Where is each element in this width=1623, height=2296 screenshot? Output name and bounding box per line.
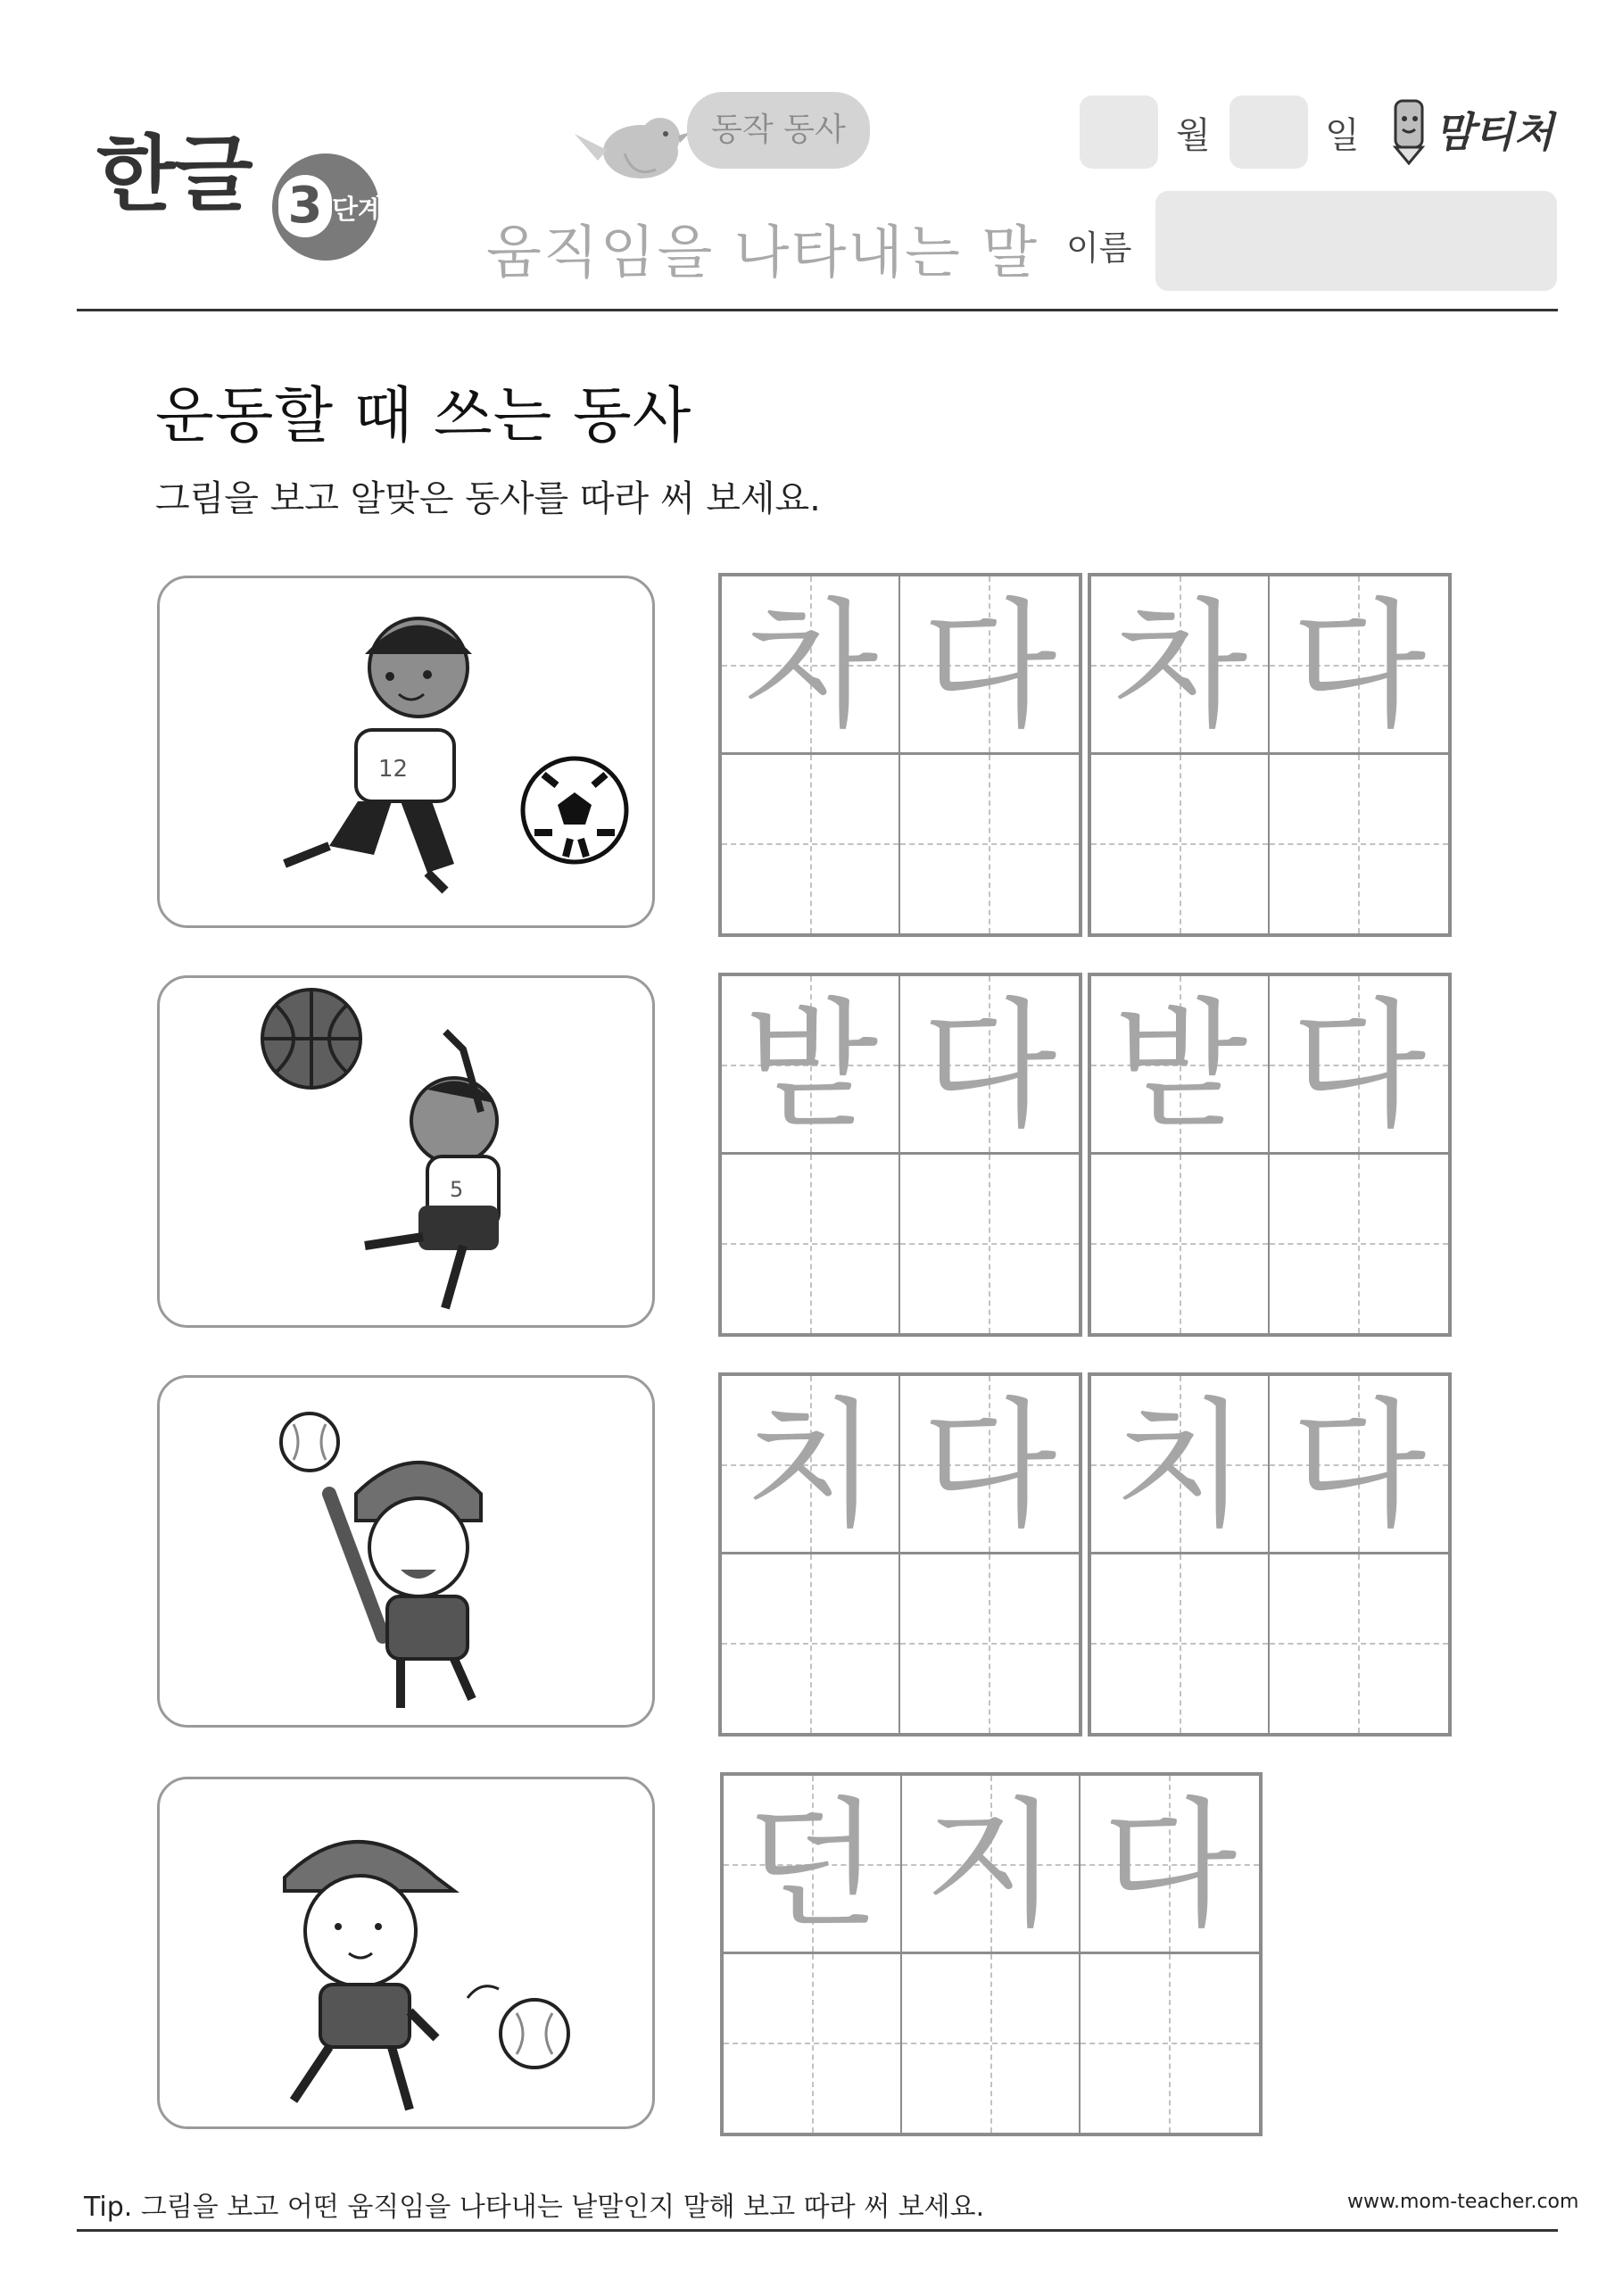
trace-glyph: 다: [1102, 1784, 1238, 1946]
writing-cell[interactable]: [724, 1954, 902, 2133]
picture-card-batting: [157, 1375, 655, 1728]
worksheet-subtitle: 움직임을 나타내는 말: [486, 220, 1039, 286]
writing-grid[interactable]: [1088, 1372, 1452, 1737]
writing-cell[interactable]: [1270, 1376, 1448, 1554]
month-input[interactable]: [1080, 95, 1158, 169]
baseball-throw-illustration: [160, 1779, 652, 2126]
trace-glyph: 치: [743, 1384, 879, 1546]
name-label: 이름: [1066, 228, 1132, 268]
writing-cell[interactable]: [1091, 976, 1270, 1155]
bird-icon: [571, 107, 696, 196]
section-title: 운동할 때 쓰는 동사: [155, 381, 692, 452]
logo-title: 한글: [96, 127, 252, 222]
trace-glyph: 치: [1113, 1384, 1248, 1546]
category-pill: 동작 동사: [687, 92, 870, 169]
trace-glyph: 받: [743, 984, 879, 1147]
writing-cell[interactable]: [722, 976, 900, 1155]
writing-cell[interactable]: [1091, 1155, 1270, 1333]
month-label: 월: [1176, 115, 1211, 156]
writing-grid[interactable]: [718, 973, 1082, 1337]
writing-cell[interactable]: [1081, 1954, 1259, 2133]
trace-glyph: 차: [743, 584, 879, 747]
trace-glyph: 던: [745, 1784, 881, 1946]
writing-cell[interactable]: [902, 1776, 1081, 1954]
writing-cell[interactable]: [1091, 576, 1270, 755]
header-divider: [77, 309, 1558, 311]
writing-grid[interactable]: [720, 1772, 1263, 2136]
soccer-kick-illustration: [160, 578, 652, 925]
writing-cell[interactable]: [722, 1554, 900, 1733]
basketball-catch-illustration: [160, 978, 652, 1325]
instruction-text: 그림을 보고 알맞은 동사를 따라 써 보세요.: [155, 478, 821, 519]
picture-card-basketball: [157, 975, 655, 1328]
writing-cell[interactable]: [1081, 1776, 1259, 1954]
writing-grid[interactable]: [718, 1372, 1082, 1737]
trace-glyph: 다: [1291, 584, 1427, 747]
trace-glyph: 지: [923, 1784, 1059, 1946]
picture-card-throwing: [157, 1777, 655, 2129]
day-input[interactable]: [1230, 95, 1308, 169]
writing-cell[interactable]: [722, 1155, 900, 1333]
writing-cell[interactable]: [724, 1776, 902, 1954]
writing-cell[interactable]: [722, 1376, 900, 1554]
level-number: 3: [278, 175, 332, 237]
writing-cell[interactable]: [1270, 1554, 1448, 1733]
trace-glyph: 다: [922, 584, 1057, 747]
svg-text:12: 12: [378, 756, 409, 783]
day-label: 일: [1325, 115, 1360, 156]
picture-card-soccer: [157, 576, 655, 928]
level-word: 단계: [332, 195, 384, 226]
writing-grid[interactable]: [1088, 973, 1452, 1337]
writing-cell[interactable]: [1270, 1155, 1448, 1333]
writing-cell[interactable]: [1270, 976, 1448, 1155]
writing-cell[interactable]: [900, 1554, 1079, 1733]
trace-glyph: 차: [1113, 584, 1248, 747]
trace-glyph: 다: [922, 984, 1057, 1147]
trace-glyph: 다: [922, 1384, 1057, 1546]
trace-glyph: 다: [1291, 984, 1427, 1147]
writing-cell[interactable]: [900, 976, 1079, 1155]
brand-logo: 맘티처: [1435, 108, 1554, 156]
writing-cell[interactable]: [900, 576, 1079, 755]
baseball-bat-illustration: [160, 1378, 652, 1725]
tip-text: Tip. 그림을 보고 어떤 움직임을 나타내는 낱말인지 말해 보고 따라 써 보세요.: [84, 2192, 985, 2223]
writing-cell[interactable]: [900, 1155, 1079, 1333]
pencil-mascot-icon: [1383, 94, 1437, 165]
writing-cell[interactable]: [1091, 1554, 1270, 1733]
footer-divider: [77, 2229, 1558, 2232]
writing-cell[interactable]: [1270, 755, 1448, 933]
svg-text:5: 5: [450, 1177, 464, 1202]
writing-cell[interactable]: [722, 755, 900, 933]
writing-cell[interactable]: [722, 576, 900, 755]
writing-grid[interactable]: [718, 573, 1082, 937]
writing-cell[interactable]: [900, 1376, 1079, 1554]
trace-glyph: 받: [1113, 984, 1248, 1147]
writing-grid[interactable]: [1088, 573, 1452, 937]
writing-cell[interactable]: [902, 1954, 1081, 2133]
writing-cell[interactable]: [1091, 1376, 1270, 1554]
writing-cell[interactable]: [1091, 755, 1270, 933]
trace-glyph: 다: [1291, 1384, 1427, 1546]
writing-cell[interactable]: [1270, 576, 1448, 755]
name-input[interactable]: [1155, 191, 1557, 291]
writing-cell[interactable]: [900, 755, 1079, 933]
website-link[interactable]: www.mom-teacher.com: [1347, 2191, 1579, 2213]
